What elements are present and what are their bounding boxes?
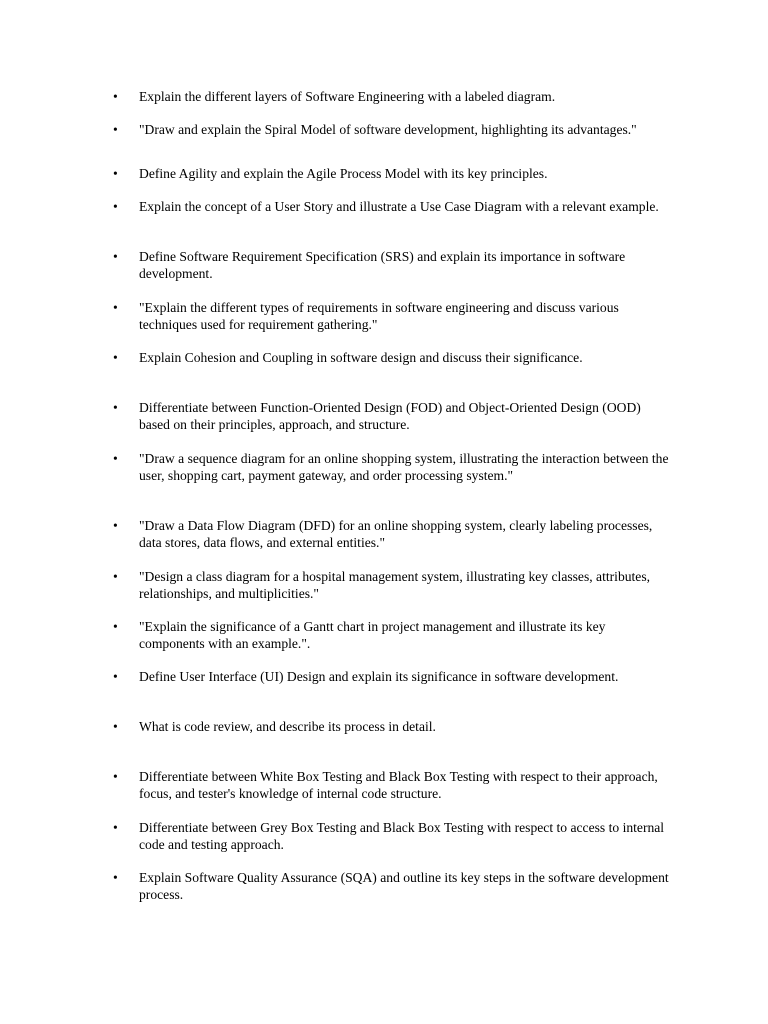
list-item-text: Differentiate between White Box Testing and Black Box Testing with respect to their approach, focus, and tester's knowledge of internal code structure. bbox=[139, 769, 658, 801]
bullet-icon: • bbox=[113, 451, 118, 466]
bullet-icon: • bbox=[113, 518, 118, 533]
list-item-text: Define Software Requirement Specification (SRS) and explain its importance in software development. bbox=[139, 249, 626, 281]
list-item-text: Explain the concept of a User Story and illustrate a Use Case Diagram with a relevant example. bbox=[139, 199, 659, 214]
bullet-icon: • bbox=[113, 166, 118, 181]
list-item bbox=[113, 618, 673, 652]
list-item-text: "Draw a Data Flow Diagram (DFD) for an online shopping system, clearly labeling processes, data stores, data flows, and external entities." bbox=[139, 518, 653, 550]
list-item-text: Explain Software Quality Assurance (SQA) and outline its key steps in the software development process. bbox=[139, 870, 669, 902]
list-item-text: "Design a class diagram for a hospital management system, illustrating key classes, attributes, relationships, and multiplicities." bbox=[139, 569, 651, 601]
list-item-text: "Draw a sequence diagram for an online shopping system, illustrating the interaction between the user, shopping cart, payment gateway, and order processing system." bbox=[139, 451, 669, 483]
list-item-text: Explain Cohesion and Coupling in software design and discuss their significance. bbox=[139, 350, 583, 365]
list-item bbox=[113, 399, 673, 433]
bullet-icon: • bbox=[113, 300, 118, 315]
bullet-icon: • bbox=[113, 769, 118, 784]
list-item bbox=[113, 768, 673, 802]
bullet-icon: • bbox=[113, 619, 118, 634]
list-item bbox=[113, 198, 673, 215]
list-item-text: "Explain the significance of a Gantt chart in project management and illustrate its key components with an example.". bbox=[139, 619, 606, 651]
list-item bbox=[113, 869, 673, 903]
bullet-icon: • bbox=[113, 350, 118, 365]
list-item bbox=[113, 819, 673, 853]
list-item-text: Differentiate between Function-Oriented Design (FOD) and Object-Oriented Design (OOD) based on their principles, approach, and structure. bbox=[139, 400, 641, 432]
list-item bbox=[113, 450, 673, 484]
list-item-text: What is code review, and describe its process in detail. bbox=[139, 719, 436, 734]
list-item-text: Define User Interface (UI) Design and explain its significance in software development. bbox=[139, 669, 619, 684]
bullet-icon: • bbox=[113, 122, 118, 137]
bullet-icon: • bbox=[113, 569, 118, 584]
bullet-icon: • bbox=[113, 400, 118, 415]
bullet-icon: • bbox=[113, 820, 118, 835]
list-item bbox=[113, 517, 673, 551]
bullet-icon: • bbox=[113, 719, 118, 734]
list-item bbox=[113, 248, 673, 282]
list-item-text: "Draw and explain the Spiral Model of software development, highlighting its advantages." bbox=[139, 122, 637, 137]
list-item-text: Explain the different layers of Software Engineering with a labeled diagram. bbox=[139, 89, 556, 104]
list-item bbox=[113, 668, 673, 685]
list-item bbox=[113, 568, 673, 602]
bullet-icon: • bbox=[113, 249, 118, 264]
bullet-icon: • bbox=[113, 870, 118, 885]
list-item-text: Differentiate between Grey Box Testing and Black Box Testing with respect to access to internal code and testing approach. bbox=[139, 820, 665, 852]
bullet-icon: • bbox=[113, 669, 118, 684]
list-item bbox=[113, 299, 673, 333]
bullet-icon: • bbox=[113, 199, 118, 214]
list-item-text: Define Agility and explain the Agile Process Model with its key principles. bbox=[139, 166, 548, 181]
list-item bbox=[113, 88, 673, 105]
list-item bbox=[113, 349, 673, 366]
list-item-text: "Explain the different types of requirements in software engineering and discuss various techniques used for requirement gathering." bbox=[139, 300, 619, 332]
bullet-icon: • bbox=[113, 89, 118, 104]
list-item bbox=[113, 121, 673, 138]
list-item bbox=[113, 165, 673, 182]
list-item bbox=[113, 718, 673, 735]
